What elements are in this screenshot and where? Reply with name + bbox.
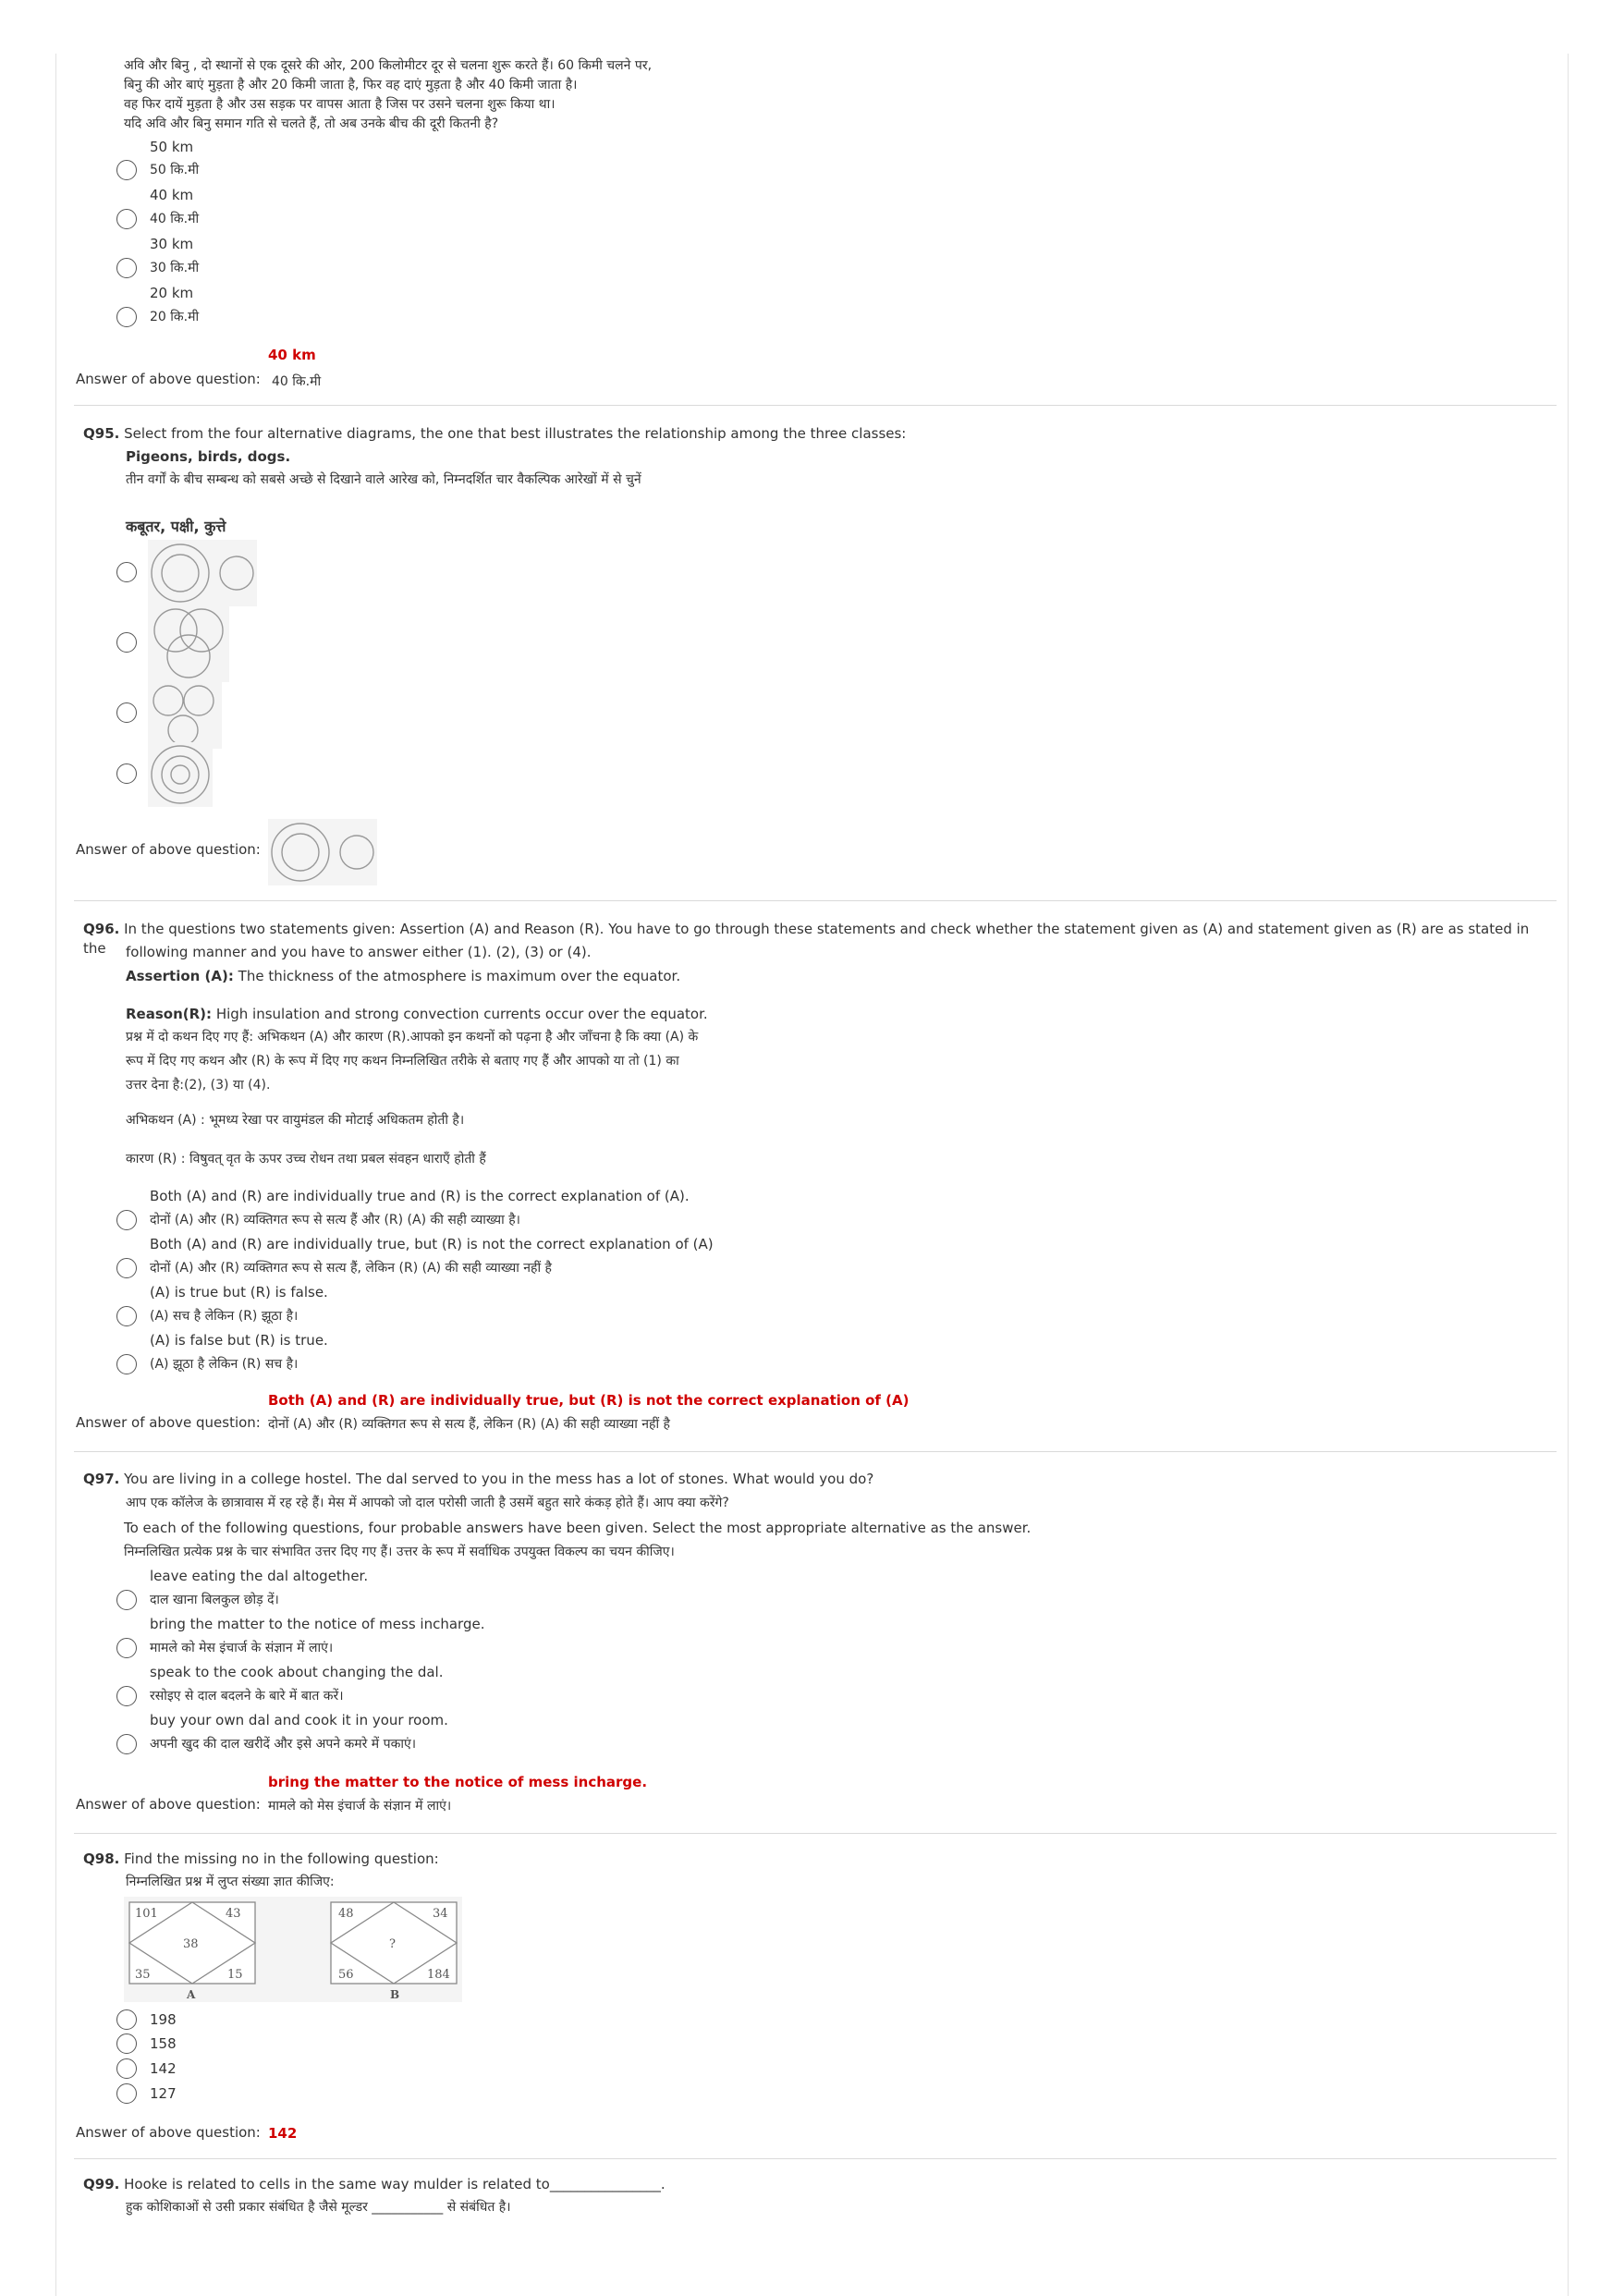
q95-option-1-radio[interactable] <box>116 562 137 582</box>
q94-answer-hi: 40 कि.मी <box>272 374 322 389</box>
fig-b-bottom-left: 56 <box>338 1968 354 1982</box>
q96-reason-label: Reason(R): <box>126 1006 213 1022</box>
q96-option-4-hi: (A) झूठा है लेकिन (R) सच है। <box>150 1357 299 1372</box>
q98-option-1-radio[interactable] <box>116 2009 137 2030</box>
q94-stem-hi-2: बिनु की ओर बाएं मुड़ता है और 20 किमी जाता है, फिर वह दाएं मुड़ता है और 40 किमी जाता है। <box>124 78 578 92</box>
q97-option-4-radio[interactable] <box>116 1734 137 1754</box>
q95-number: Q95. <box>83 425 120 442</box>
q96-hi-assertion: अभिकथन (A) : भूमध्य रेखा पर वायुमंडल की मोटाई अधिकतम होती है। <box>126 1113 465 1128</box>
q94-option-1-hi: 50 कि.मी <box>150 163 200 177</box>
q97-option-2-en: bring the matter to the notice of mess incharge. <box>150 1616 485 1632</box>
divider <box>74 900 1557 901</box>
diamond-number-puzzle-icon <box>124 1897 462 2002</box>
q95-answer-label: Answer of above question: <box>76 841 261 858</box>
q98-option-4: 127 <box>150 2085 177 2102</box>
q96-answer-en: Both (A) and (R) are individually true, but (R) is not the correct explanation of (A) <box>268 1392 910 1409</box>
q94-option-4-en: 20 km <box>150 285 194 301</box>
q95-option-4-radio[interactable] <box>116 763 137 784</box>
q96-hi-reason: कारण (R) : विषुवत् वृत के ऊपर उच्च रोधन तथा प्रबल संवहन धाराएँ होती हैं <box>126 1152 486 1166</box>
q94-option-2-radio[interactable] <box>116 209 137 229</box>
q96-assertion: The thickness of the atmosphere is maximum over the equator. <box>238 968 681 984</box>
q94-option-3-hi: 30 कि.मी <box>150 261 200 275</box>
q98-stem-en: Find the missing no in the following question: <box>124 1850 439 1867</box>
q98-answer-label: Answer of above question: <box>76 2124 261 2141</box>
q94-stem-hi-3: वह फिर दायें मुड़ता है और उस सड़क पर वापस आता है जिस पर उसने चलना शुरू किया था। <box>124 97 556 112</box>
concentric-plus-separate-circles-icon <box>148 540 257 606</box>
q96-option-3-en: (A) is true but (R) is false. <box>150 1284 328 1301</box>
q94-stem-hi-1: अवि और बिनु , दो स्थानों से एक दूसरे की ओर, 200 किलोमीटर दूर से चलना शुरू करते हैं। 60 किमी चलने पर, <box>124 58 653 73</box>
q97-option-1-en: leave eating the dal altogether. <box>150 1568 369 1584</box>
q96-option-3-radio[interactable] <box>116 1306 137 1326</box>
q96-hi-1: प्रश्न में दो कथन दिए गए हैं: अभिकथन (A) और कारण (R).आपको इन कथनों को पढ़ना है और जाँचना है कि क्या (A) के <box>126 1030 699 1044</box>
q98-number: Q98. <box>83 1850 120 1867</box>
q95-answer-diagram <box>268 819 377 885</box>
fig-a-bottom-right: 15 <box>227 1968 243 1982</box>
q96-option-4-en: (A) is false but (R) is true. <box>150 1332 328 1349</box>
q94-option-1-en: 50 km <box>150 139 194 155</box>
fig-b-top-right: 34 <box>433 1907 448 1921</box>
q94-option-3-radio[interactable] <box>116 258 137 278</box>
q97-option-4-hi: अपनी खुद की दाल खरीदें और इसे अपने कमरे में पकाएं। <box>150 1737 417 1752</box>
q96-hi-2: रूप में दिए गए कथन और (R) के रूप में दिए गए कथन निम्नलिखित तरीके से बताए गए हैं और आपको या तो (1) का <box>126 1054 679 1069</box>
q96-answer-hi: दोनों (A) और (R) व्यक्तिगत रूप से सत्य हैं, लेकिन (R) (A) की सही व्याख्या नहीं है <box>268 1417 670 1432</box>
q94-answer-label: Answer of above question: <box>76 371 261 387</box>
q97-stem-en: You are living in a college hostel. The dal served to you in the mess has a lot of stones. What would you do? <box>124 1471 874 1487</box>
three-separate-circles-icon <box>148 682 222 749</box>
fig-a-center: 38 <box>183 1937 199 1951</box>
right-border <box>1568 54 1569 2296</box>
q95-option-2-radio[interactable] <box>116 632 137 653</box>
q95-option-3-radio[interactable] <box>116 702 137 723</box>
fig-a-top-right: 43 <box>226 1907 241 1921</box>
q98-option-3-radio[interactable] <box>116 2058 137 2079</box>
q96-stem-en-2: following manner and you have to answer either (1). (2), (3) or (4). <box>126 944 592 960</box>
q97-option-4-en: buy your own dal and cook it in your room. <box>150 1712 448 1728</box>
three-concentric-circles-icon <box>148 742 213 807</box>
q97-option-2-hi: मामले को मेस इंचार्ज के संज्ञान में लाएं। <box>150 1641 334 1655</box>
fig-b-center: ? <box>389 1937 396 1951</box>
q98-answer: 142 <box>268 2125 298 2142</box>
q97-instr-en: To each of the following questions, four probable answers have been given. Select the most appropriate alternative as the answer. <box>124 1520 1032 1536</box>
fig-b-top-left: 48 <box>338 1907 354 1921</box>
q96-option-2-hi: दोनों (A) और (R) व्यक्तिगत रूप से सत्य हैं, लेकिन (R) (A) की सही व्याख्या नहीं है <box>150 1261 552 1276</box>
q96-answer-label: Answer of above question: <box>76 1414 261 1431</box>
q97-option-1-hi: दाल खाना बिलकुल छोड़ दें। <box>150 1593 279 1607</box>
three-overlapping-circles-icon <box>148 605 229 682</box>
q96-option-1-hi: दोनों (A) और (R) व्यक्तिगत रूप से सत्य हैं और (R) (A) की सही व्याख्या है। <box>150 1213 520 1227</box>
divider <box>74 1451 1557 1452</box>
q94-stem-hi-4: यदि अवि और बिनु समान गति से चलते हैं, तो अब उनके बीच की दूरी कितनी है? <box>124 116 499 131</box>
q96-hi-3: उत्तर देना है:(2), (3) या (4). <box>126 1078 271 1093</box>
q96-option-1-en: Both (A) and (R) are individually true and (R) is the correct explanation of (A). <box>150 1188 690 1204</box>
fig-b-label: B <box>390 1988 400 2001</box>
q97-option-3-hi: रसोइए से दाल बदलने के बारे में बात करें। <box>150 1689 344 1704</box>
q99-number: Q99. <box>83 2176 120 2192</box>
q96-option-2-radio[interactable] <box>116 1258 137 1278</box>
fig-a-label: A <box>187 1988 196 2001</box>
q97-answer-hi: मामले को मेस इंचार्ज के संज्ञान में लाएं। <box>268 1799 452 1814</box>
fig-a-bottom-left: 35 <box>135 1968 151 1982</box>
q98-option-1: 198 <box>150 2011 177 2028</box>
q95-option-1-diagram <box>148 540 257 606</box>
q97-instr-hi: निम्नलिखित प्रत्येक प्रश्न के चार संभावित उत्तर दिए गए हैं। उत्तर के रूप में सर्वाधिक उपयुक्त विकल्प का चयन कीजिए। <box>124 1545 675 1559</box>
fig-b-bottom-right: 184 <box>427 1968 450 1982</box>
q94-option-1-radio[interactable] <box>116 160 137 180</box>
q98-option-2: 158 <box>150 2035 177 2052</box>
q97-option-3-radio[interactable] <box>116 1686 137 1706</box>
q97-option-3-en: speak to the cook about changing the dal. <box>150 1664 444 1680</box>
q97-answer-en: bring the matter to the notice of mess incharge. <box>268 1774 648 1790</box>
q97-option-1-radio[interactable] <box>116 1590 137 1610</box>
q94-option-2-en: 40 km <box>150 187 194 203</box>
q95-stem-hi-bold: कबूतर, पक्षी, कुत्ते <box>126 518 226 535</box>
left-border <box>55 54 56 2296</box>
q95-option-3-diagram <box>148 682 222 749</box>
divider <box>74 2158 1557 2159</box>
fig-a-top-left: 101 <box>135 1907 158 1921</box>
q96-option-3-hi: (A) सच है लेकिन (R) झूठा है। <box>150 1309 299 1324</box>
q97-answer-label: Answer of above question: <box>76 1796 261 1813</box>
q94-option-3-en: 30 km <box>150 236 194 252</box>
q98-stem-hi: निम्नलिखित प्रश्न में लुप्त संख्या ज्ञात कीजिए: <box>126 1875 335 1889</box>
q96-option-1-radio[interactable] <box>116 1210 137 1230</box>
q94-option-2-hi: 40 कि.मी <box>150 212 200 226</box>
q95-stem-en: Select from the four alternative diagrams, the one that best illustrates the relationship among the three classes: <box>124 425 907 442</box>
q96-number: Q96. <box>83 921 120 937</box>
divider <box>74 405 1557 406</box>
q94-answer-en: 40 km <box>268 347 316 363</box>
q95-option-2-diagram <box>148 605 229 682</box>
q99-stem-hi: हुक कोशिकाओं से उसी प्रकार संबंधित है जैसे मूल्डर ___________ से संबंधित है। <box>126 2200 511 2215</box>
q96-reason: High insulation and strong convection currents occur over the equator. <box>215 1006 708 1022</box>
q97-option-2-radio[interactable] <box>116 1638 137 1658</box>
q96-assertion-label: Assertion (A): <box>126 968 234 984</box>
divider <box>74 1833 1557 1834</box>
q98-number-puzzle-figure <box>124 1897 462 2002</box>
answer-concentric-plus-separate-circles-icon <box>268 819 377 885</box>
q96-option-2-en: Both (A) and (R) are individually true, but (R) is not the correct explanation of (A) <box>150 1236 714 1252</box>
q94-option-4-hi: 20 कि.मी <box>150 310 200 324</box>
q94-option-4-radio[interactable] <box>116 307 137 327</box>
q95-option-4-diagram <box>148 742 213 807</box>
q96-stem-en-1: In the questions two statements given: Assertion (A) and Reason (R). You have to go through these statements and check whether the statement given as (A) and statement given as (R) are as stated in the <box>83 921 1530 957</box>
q98-option-4-radio[interactable] <box>116 2083 137 2104</box>
q97-stem-hi: आप एक कॉलेज के छात्रावास में रह रहे हैं। मेस में आपको जो दाल परोसी जाती है उसमें बहुत सारे कंकड़ होते हैं। आप क्या करेंगे? <box>126 1496 729 1510</box>
q97-number: Q97. <box>83 1471 120 1487</box>
q98-option-2-radio[interactable] <box>116 2033 137 2054</box>
q96-option-4-radio[interactable] <box>116 1354 137 1374</box>
q99-stem-en: Hooke is related to cells in the same way mulder is related to________________. <box>124 2176 665 2192</box>
q95-stem-hi: तीन वर्गों के बीच सम्बन्ध को सबसे अच्छे से दिखाने वाले आरेख को, निम्नदर्शित चार वैकल्पिक आरेखों में से चुनें <box>126 472 641 487</box>
q95-stem-bold: Pigeons, birds, dogs. <box>126 448 291 465</box>
q98-option-3: 142 <box>150 2060 177 2077</box>
